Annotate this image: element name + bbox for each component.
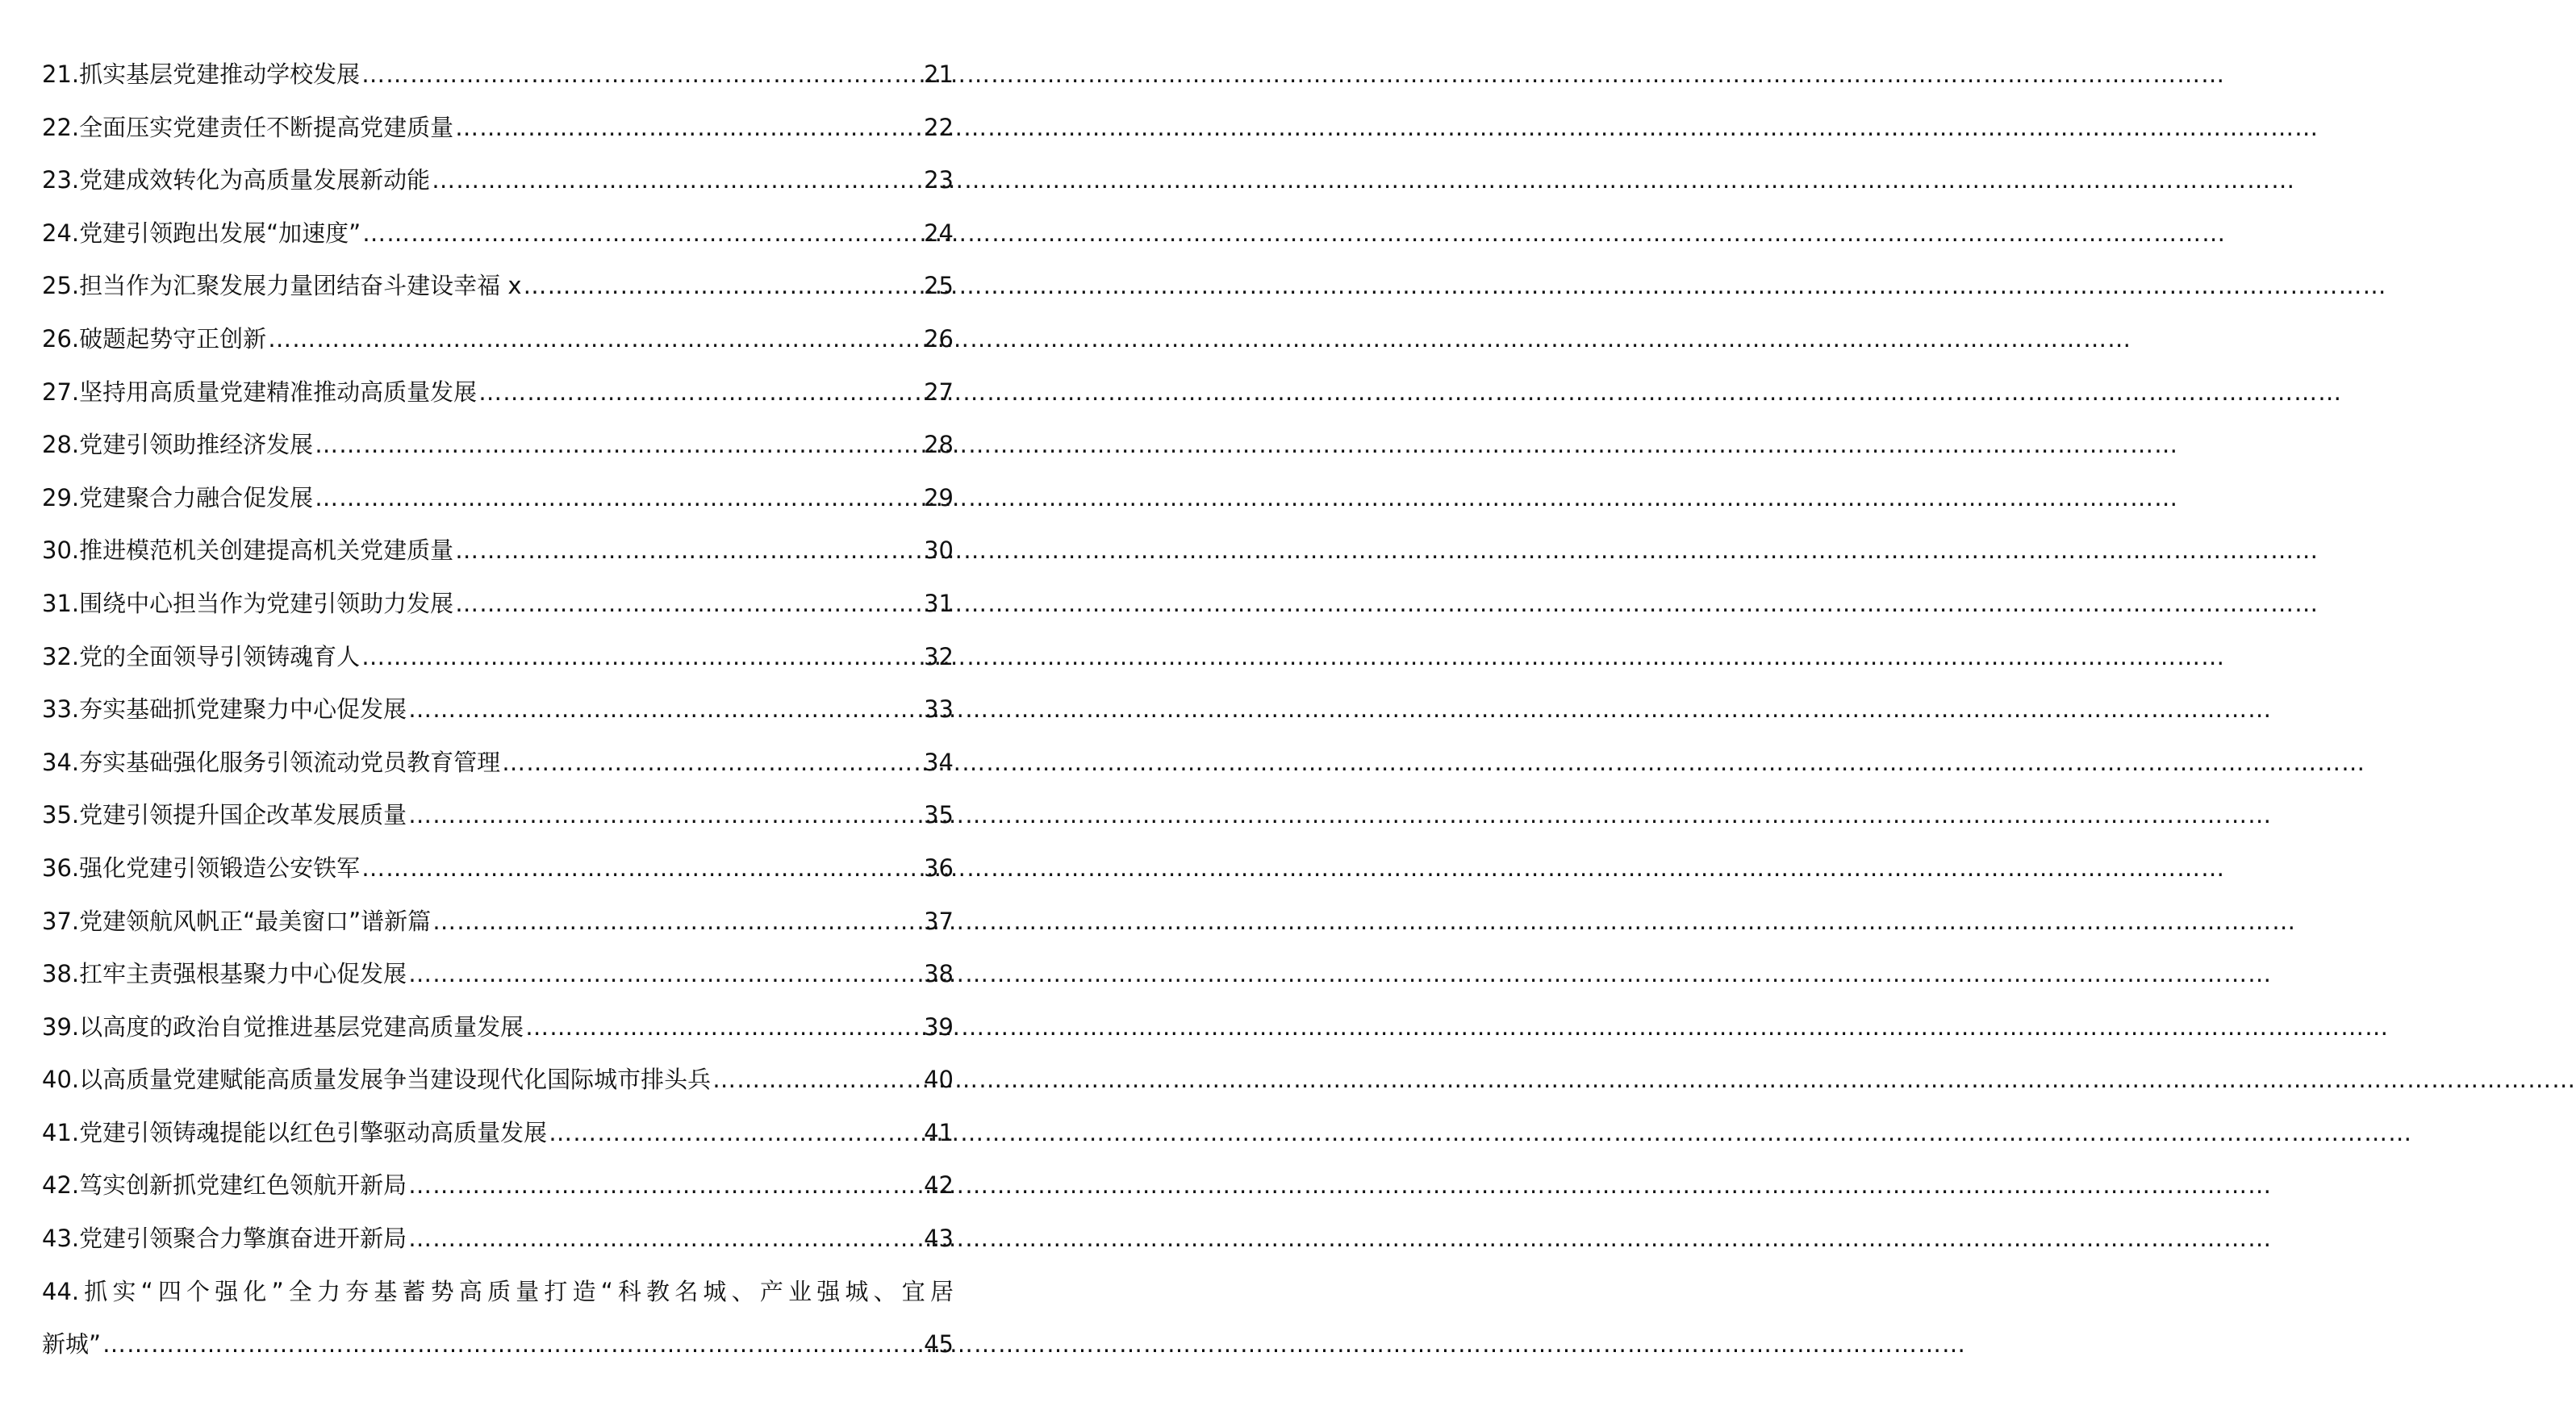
- toc-entry-page-number: 23: [924, 166, 954, 194]
- toc-entry-title: 43.党建引领聚合力擎旗奋进开新局: [42, 1225, 407, 1253]
- toc-entry[interactable]: [42, 1159, 954, 1213]
- dot-leader: [455, 102, 922, 155]
- toc-entry-page-number: 25: [924, 272, 954, 300]
- toc-entry[interactable]: [42, 154, 954, 207]
- dot-leader: [432, 154, 922, 207]
- toc-entry[interactable]: [42, 895, 954, 949]
- toc-entry[interactable]: [42, 631, 954, 684]
- toc-entry[interactable]: [42, 1213, 954, 1266]
- dot-leader: [408, 789, 922, 842]
- toc-entry-page-number: 22: [924, 113, 954, 141]
- dot-leader: [361, 48, 922, 102]
- toc-entry-title: 30.推进模范机关创建提高机关党建质量: [42, 536, 454, 565]
- table-of-contents: [42, 48, 954, 1371]
- dot-leader: [525, 1001, 922, 1054]
- toc-entry-page-number: 37: [924, 907, 954, 935]
- toc-entry-page-number: 36: [924, 854, 954, 882]
- toc-entry-page-number: 26: [924, 324, 954, 353]
- toc-entry-multiline[interactable]: [42, 1266, 954, 1371]
- toc-entry-page-number: 21: [924, 61, 954, 88]
- dot-leader: [408, 1213, 922, 1266]
- toc-entry-line2: [42, 1318, 954, 1371]
- toc-entry[interactable]: [42, 1054, 954, 1107]
- toc-entry[interactable]: [42, 207, 954, 261]
- dot-leader: [455, 524, 922, 578]
- toc-entry-title: 26.破题起势守正创新: [42, 324, 267, 353]
- toc-entry-page-number: 31: [924, 589, 954, 617]
- toc-entry[interactable]: [42, 524, 954, 578]
- toc-entry[interactable]: [42, 737, 954, 790]
- toc-entry-title: 42.笃实创新抓党建红色领航开新局: [42, 1171, 407, 1200]
- toc-entry-title: 23.党建成效转化为高质量发展新动能: [42, 166, 431, 194]
- toc-entry-title: 34.夯实基础强化服务引领流动党员教育管理: [42, 748, 501, 776]
- toc-entry-title: 38.扛牢主责强根基聚力中心促发展: [42, 960, 407, 988]
- toc-entry-page-number: 41: [924, 1118, 954, 1146]
- toc-entry[interactable]: [42, 789, 954, 842]
- toc-entry[interactable]: [42, 683, 954, 737]
- toc-entry-page-number: 42: [924, 1171, 954, 1200]
- toc-entry-page-number: 32: [924, 642, 954, 670]
- dot-leader: [549, 1107, 922, 1160]
- toc-entry-title: 29.党建聚合力融合促发展: [42, 483, 314, 511]
- toc-entry-title-line1: 44.抓实“四个强化”全力夯基蓄势高质量打造“科教名城、产业强城、宜居: [42, 1277, 954, 1305]
- toc-entry[interactable]: [42, 260, 954, 313]
- toc-entry-title: 35.党建引领提升国企改革发展质量: [42, 801, 407, 829]
- toc-entry-title: 21.抓实基层党建推动学校发展: [42, 61, 361, 88]
- toc-entry[interactable]: [42, 48, 954, 102]
- toc-entry-page-number: 33: [924, 695, 954, 724]
- toc-entry-title: 31.围绕中心担当作为党建引领助力发展: [42, 589, 454, 617]
- dot-leader: [408, 1159, 922, 1213]
- dot-leader: [478, 366, 922, 419]
- toc-entry-page-number: 27: [924, 378, 954, 406]
- dot-leader: [362, 207, 922, 261]
- toc-entry-title: 24.党建引领跑出发展“加速度”: [42, 219, 361, 247]
- dot-leader: [408, 683, 922, 737]
- toc-entry-page-number: 35: [924, 801, 954, 829]
- toc-entry-title-line2: 新城”: [42, 1330, 102, 1359]
- dot-leader: [502, 737, 922, 790]
- dot-leader: [361, 842, 922, 895]
- toc-entry-page-number: 40: [924, 1066, 954, 1094]
- dot-leader: [361, 631, 922, 684]
- document-page: [0, 0, 1000, 1415]
- dot-leader: [102, 1318, 922, 1371]
- toc-entry[interactable]: [42, 1107, 954, 1160]
- dot-leader: [712, 1054, 922, 1107]
- dot-leader: [268, 313, 922, 366]
- toc-entry-page-number: 24: [924, 219, 954, 247]
- toc-entry-title: 32.党的全面领导引领铸魂育人: [42, 642, 361, 670]
- toc-entry-page-number: 45: [924, 1330, 954, 1359]
- toc-entry[interactable]: [42, 102, 954, 155]
- toc-entry-page-number: 38: [924, 960, 954, 988]
- toc-entry-title: 36.强化党建引领锻造公安铁军: [42, 854, 361, 882]
- toc-entry[interactable]: [42, 948, 954, 1001]
- toc-entry[interactable]: [42, 313, 954, 366]
- toc-entry-page-number: 39: [924, 1012, 954, 1041]
- toc-entry-page-number: 28: [924, 431, 954, 459]
- dot-leader: [432, 895, 922, 949]
- toc-entry-title: 28.党建引领助推经济发展: [42, 431, 314, 459]
- toc-entry-title: 41.党建引领铸魂提能以红色引擎驱动高质量发展: [42, 1118, 548, 1146]
- toc-entry-title: 25.担当作为汇聚发展力量团结奋斗建设幸福 x: [42, 272, 522, 300]
- toc-entry[interactable]: [42, 472, 954, 525]
- toc-entry-title: 39.以高度的政治自觉推进基层党建高质量发展: [42, 1012, 524, 1041]
- toc-entry-page-number: 43: [924, 1225, 954, 1253]
- toc-entry[interactable]: [42, 1001, 954, 1054]
- toc-entry-title: 33.夯实基础抓党建聚力中心促发展: [42, 695, 407, 724]
- dot-leader: [315, 472, 922, 525]
- toc-entry[interactable]: [42, 578, 954, 631]
- toc-entry-page-number: 30: [924, 536, 954, 565]
- toc-entry-title: 37.党建领航风帆正“最美窗口”谱新篇: [42, 907, 432, 935]
- dot-leader: [455, 578, 922, 631]
- dot-leader: [524, 260, 923, 313]
- toc-entry[interactable]: [42, 419, 954, 472]
- toc-entry-title: 22.全面压实党建责任不断提高党建质量: [42, 113, 454, 141]
- toc-entry[interactable]: [42, 366, 954, 419]
- toc-entry[interactable]: [42, 842, 954, 895]
- toc-entry-title: 40.以高质量党建赋能高质量发展争当建设现代化国际城市排头兵: [42, 1066, 712, 1094]
- toc-entry-page-number: 29: [924, 483, 954, 511]
- toc-entry-page-number: 34: [924, 748, 954, 776]
- dot-leader: [315, 419, 922, 472]
- toc-entry-title: 27.坚持用高质量党建精准推动高质量发展: [42, 378, 478, 406]
- dot-leader: [408, 948, 922, 1001]
